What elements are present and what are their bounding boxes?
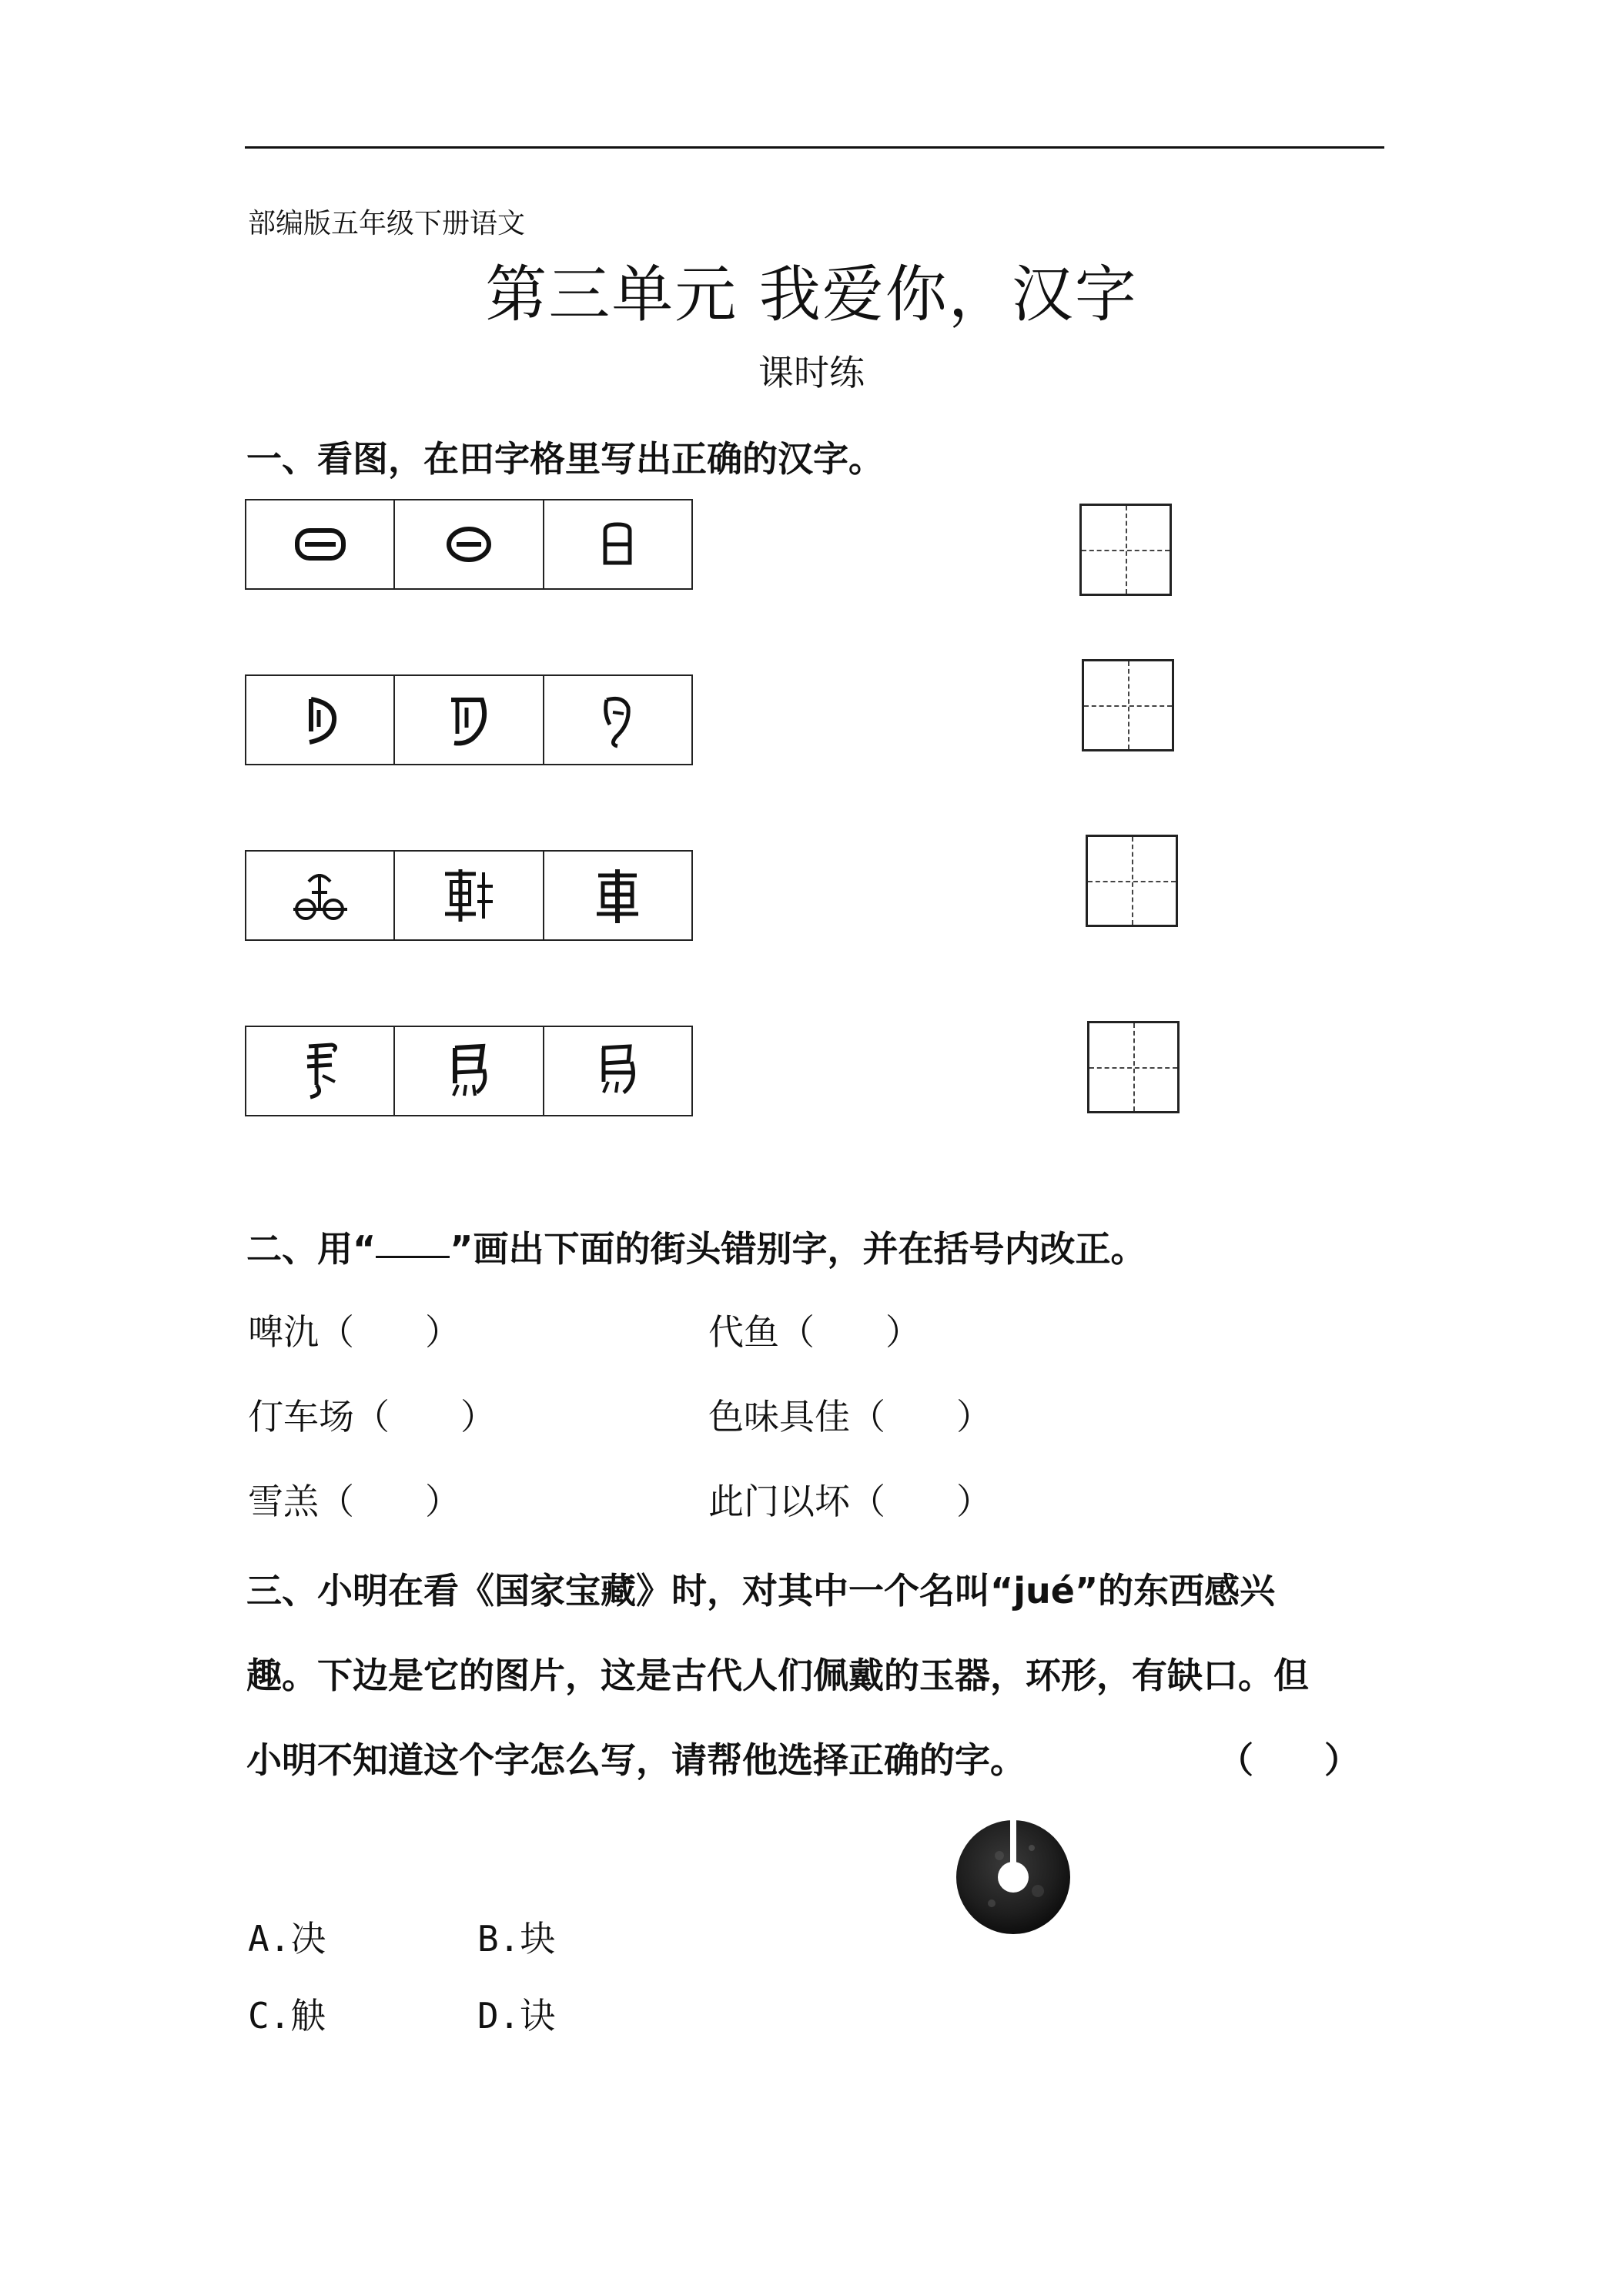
ri-ancient-glyph-3 [544, 500, 691, 588]
ma-ancient-glyph-1 [246, 1027, 395, 1115]
section2-heading-start: 二、用“ [246, 1228, 376, 1270]
header-rule [245, 146, 1384, 149]
glyph-strip-2 [245, 674, 693, 765]
section3-line-1: 三、小明在看《国家宝藏》时，对其中一个名叫“jué”的东西感兴 [246, 1570, 1276, 1612]
glyph-strip-1 [245, 499, 693, 590]
option-d[interactable]: D.诀 [477, 1995, 556, 2037]
typo-item-6: 此门以坏（ ） [708, 1481, 992, 1522]
ri-ancient-glyph-1 [246, 500, 395, 588]
yue-ancient-glyph-2 [395, 676, 544, 764]
typo-item-4: 色味具佳（ ） [708, 1396, 992, 1438]
typo-item-1: 啤氿（ ） [248, 1311, 460, 1353]
glyph-strip-3 [245, 850, 693, 941]
answer-parentheses[interactable]: （ ） [1218, 1739, 1360, 1781]
tian-grid-4[interactable] [1087, 1021, 1180, 1113]
section3-line-2: 趣。下边是它的图片，这是古代人们佩戴的玉器，环形，有缺口。但 [246, 1655, 1309, 1696]
tian-grid-2[interactable] [1082, 659, 1174, 751]
subject-label: 部编版五年级下册语文 [248, 208, 526, 239]
underline-blank [376, 1256, 450, 1258]
tian-grid-1[interactable] [1079, 504, 1172, 596]
section2-heading [246, 1221, 1146, 1272]
ri-ancient-glyph-2 [395, 500, 544, 588]
yue-ancient-glyph-1 [246, 676, 395, 764]
section3-line-3: 小明不知道这个字怎么写，请帮他选择正确的字。 [246, 1739, 1026, 1781]
section2-heading-end: ”画出下面的街头错别字，并在括号内改正。 [450, 1228, 1146, 1270]
tian-grid-3[interactable] [1086, 835, 1178, 927]
page-title: 第三单元 我爱你，汉字 [485, 259, 1138, 330]
section1-heading: 一、看图，在田字格里写出正确的汉字。 [246, 438, 884, 480]
page-subtitle: 课时练 [758, 352, 865, 393]
option-b[interactable]: B.块 [477, 1918, 556, 1960]
che-ancient-glyph-2 [395, 852, 544, 939]
che-ancient-glyph-1 [246, 852, 395, 939]
option-a[interactable]: A.决 [248, 1918, 326, 1960]
ma-ancient-glyph-2 [395, 1027, 544, 1115]
typo-item-3: 仃车场（ ） [248, 1396, 496, 1438]
option-c[interactable]: C.觖 [248, 1995, 326, 2037]
che-ancient-glyph-3 [544, 852, 691, 939]
jade-jue-ring-photo [953, 1817, 1073, 1937]
ma-ancient-glyph-3 [544, 1027, 691, 1115]
glyph-strip-4 [245, 1026, 693, 1116]
typo-item-2: 代鱼（ ） [708, 1311, 921, 1353]
typo-item-5: 雪羔（ ） [248, 1481, 460, 1522]
yue-ancient-glyph-3 [544, 676, 691, 764]
